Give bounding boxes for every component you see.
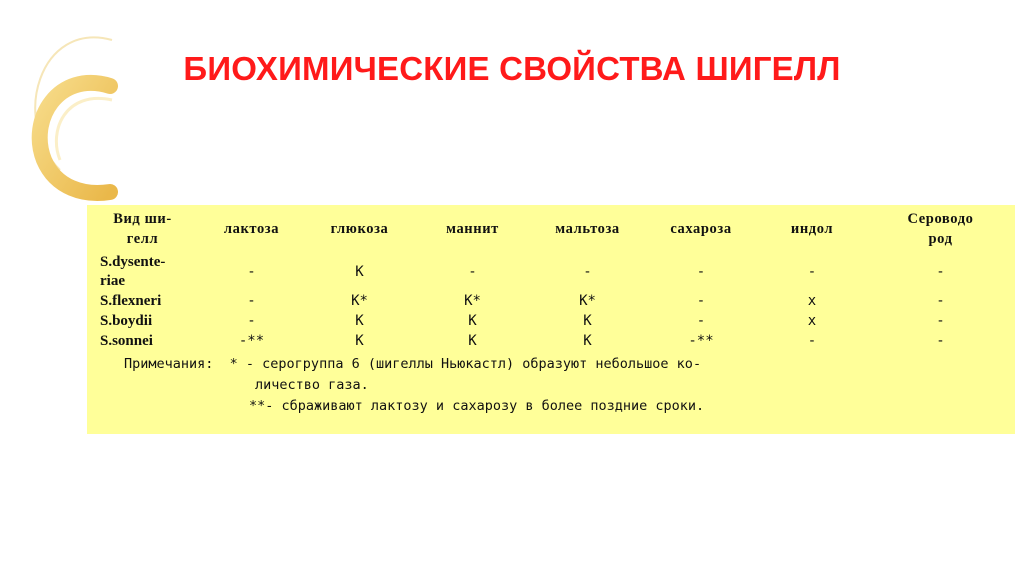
header-mannitol: маннит xyxy=(446,221,499,237)
species-cell: S.dysente- riae xyxy=(100,254,166,289)
table-row xyxy=(87,253,1015,291)
table-cell: К xyxy=(583,333,592,349)
table-cell: К xyxy=(468,313,477,329)
table-cell: К* xyxy=(351,293,368,309)
table-cell: - xyxy=(807,264,817,280)
table-cell: - xyxy=(696,264,706,280)
header-glucose: глюкоза xyxy=(330,221,389,237)
table-cell: х xyxy=(807,313,817,329)
table-cell: - xyxy=(807,333,817,349)
table-cell: - xyxy=(696,313,706,329)
table-row xyxy=(87,331,1015,351)
table-cell: - xyxy=(583,264,592,280)
header-lactose: лактоза xyxy=(223,221,280,237)
table-cell: К* xyxy=(464,293,481,309)
table-cell: К xyxy=(355,313,364,329)
biochem-table xyxy=(87,205,1015,417)
table-cell: - xyxy=(468,264,477,280)
species-cell: S.boydii xyxy=(100,312,153,329)
page-title: БИОХИМИЧЕСКИЕ СВОЙСТВА ШИГЕЛЛ xyxy=(183,50,841,87)
note-line: **- сбраживают лактозу и сахарозу в более поздние сроки. xyxy=(249,398,705,414)
table-cell: - xyxy=(247,264,256,280)
table-cell: - xyxy=(936,313,945,329)
species-cell: S.flexneri xyxy=(100,292,162,309)
table-cell: К xyxy=(355,264,364,280)
table-cell: -** xyxy=(238,333,265,349)
table-row xyxy=(87,291,1015,311)
table-cell: - xyxy=(247,313,256,329)
table-cell: - xyxy=(247,293,256,309)
note-line: личество газа. xyxy=(255,377,369,393)
header-species: Вид ши- гелл xyxy=(113,211,172,247)
biochem-table-panel xyxy=(87,205,1015,434)
table-cell: К xyxy=(468,333,477,349)
notes-row xyxy=(87,351,1015,417)
table-cell: -** xyxy=(688,333,714,349)
table-header-row xyxy=(87,205,1015,253)
table-cell: К* xyxy=(579,293,596,309)
table-cell: - xyxy=(696,293,706,309)
table-cell: - xyxy=(936,333,945,349)
species-cell: S.sonnei xyxy=(100,332,153,349)
header-h2s: Сероводо род xyxy=(907,211,974,247)
notes-cell xyxy=(87,351,1015,417)
table-row xyxy=(87,311,1015,331)
table-cell: К xyxy=(583,313,592,329)
header-maltose: мальтоза xyxy=(555,221,620,237)
table-cell: К xyxy=(355,333,364,349)
table-cell: - xyxy=(936,264,945,280)
note-line: Примечания: * - серогруппа 6 (шигеллы Ньюкастл) образуют небольшое ко- xyxy=(124,356,702,372)
header-sucrose: сахароза xyxy=(670,221,732,237)
table-cell: - xyxy=(936,293,945,309)
table-cell: х xyxy=(807,293,817,309)
header-indole: индол xyxy=(790,221,834,237)
